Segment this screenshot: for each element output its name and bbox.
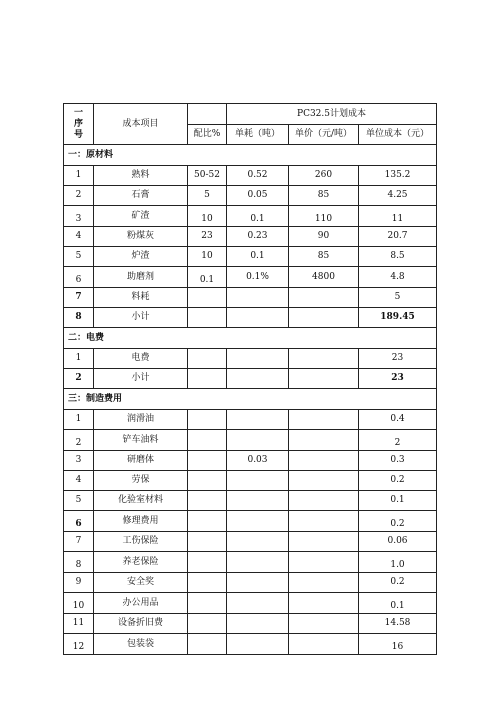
row-price (289, 349, 359, 369)
section-title: 一：原材料 (64, 145, 437, 166)
row-ratio (188, 451, 227, 471)
row-ratio (188, 614, 227, 634)
row-ratio (188, 349, 227, 369)
row-cost: 1.0 (359, 552, 437, 573)
row-consumption: 0.1 (227, 247, 289, 267)
row-consumption: 0.03 (227, 451, 289, 471)
row-price (289, 532, 359, 552)
row-number: 1 (64, 410, 94, 430)
row-item: 研磨体 (94, 451, 188, 471)
row-item: 料耗 (94, 288, 188, 308)
row-ratio: 50-52 (188, 166, 227, 186)
row-consumption (227, 593, 289, 614)
row-price (289, 369, 359, 389)
row-number: 2 (64, 186, 94, 206)
row-item: 矿渣 (94, 206, 188, 227)
row-number: 7 (64, 288, 94, 308)
row-price (289, 573, 359, 593)
row-ratio (188, 573, 227, 593)
section-header (64, 389, 437, 410)
row-number: 12 (64, 634, 94, 655)
row-number: 4 (64, 227, 94, 247)
header-consumption: 单耗（吨） (227, 125, 289, 145)
row-item: 小计 (94, 369, 188, 389)
row-item: 办公用品 (94, 593, 188, 614)
row-price (289, 634, 359, 655)
row-cost: 0.1 (359, 593, 437, 614)
row-number: 5 (64, 247, 94, 267)
row-cost: 20.7 (359, 227, 437, 247)
row-number: 1 (64, 166, 94, 186)
row-consumption (227, 471, 289, 491)
row-ratio (188, 369, 227, 389)
table-row (64, 552, 437, 573)
row-ratio: 0.1 (188, 267, 227, 288)
table-row (64, 227, 437, 247)
row-cost: 2 (359, 430, 437, 451)
row-cost: 0.1 (359, 491, 437, 511)
row-consumption (227, 369, 289, 389)
row-ratio (188, 410, 227, 430)
section-header (64, 145, 437, 166)
row-cost: 0.3 (359, 451, 437, 471)
row-number: 5 (64, 491, 94, 511)
table-row (64, 634, 437, 655)
row-ratio: 10 (188, 247, 227, 267)
row-ratio (188, 308, 227, 328)
row-cost: 23 (359, 369, 437, 389)
header-item: 成本项目 (94, 104, 188, 145)
row-consumption (227, 552, 289, 573)
row-consumption: 0.05 (227, 186, 289, 206)
row-ratio (188, 552, 227, 573)
row-price (289, 614, 359, 634)
row-item: 养老保险 (94, 552, 188, 573)
row-number: 10 (64, 593, 94, 614)
table-row (64, 369, 437, 389)
row-price: 4800 (289, 267, 359, 288)
row-number: 11 (64, 614, 94, 634)
row-item: 助磨剂 (94, 267, 188, 288)
row-cost: 0.2 (359, 471, 437, 491)
table-row (64, 573, 437, 593)
row-consumption: 0.1 (227, 206, 289, 227)
row-number: 8 (64, 308, 94, 328)
row-item: 小计 (94, 308, 188, 328)
section-title: 二：电费 (64, 328, 437, 349)
table-row (64, 410, 437, 430)
row-cost: 0.4 (359, 410, 437, 430)
row-cost: 189.45 (359, 308, 437, 328)
table-row (64, 247, 437, 267)
section-title: 三：制造费用 (64, 389, 437, 410)
row-price: 90 (289, 227, 359, 247)
row-price (289, 552, 359, 573)
table-row (64, 471, 437, 491)
header-blank (188, 104, 227, 125)
cost-table (63, 103, 437, 655)
row-cost: 0.2 (359, 511, 437, 532)
header-ratio: 配比% (188, 125, 227, 145)
row-cost: 8.5 (359, 247, 437, 267)
row-item: 润滑油 (94, 410, 188, 430)
table-row (64, 288, 437, 308)
row-price: 110 (289, 206, 359, 227)
row-consumption (227, 349, 289, 369)
table-row (64, 451, 437, 471)
row-price (289, 491, 359, 511)
row-item: 安全奖 (94, 573, 188, 593)
table-row (64, 532, 437, 552)
header-group: PC32.5计划成本 (227, 104, 437, 125)
row-cost: 135.2 (359, 166, 437, 186)
row-number: 3 (64, 451, 94, 471)
row-price (289, 430, 359, 451)
row-consumption (227, 614, 289, 634)
row-consumption (227, 288, 289, 308)
table-row (64, 349, 437, 369)
section-header (64, 328, 437, 349)
row-cost: 4.25 (359, 186, 437, 206)
row-ratio: 10 (188, 206, 227, 227)
row-cost: 16 (359, 634, 437, 655)
row-consumption (227, 532, 289, 552)
row-item: 工伤保险 (94, 532, 188, 552)
table-row (64, 593, 437, 614)
row-item: 铲车油料 (94, 430, 188, 451)
table-row (64, 206, 437, 227)
row-number: 9 (64, 573, 94, 593)
row-ratio (188, 593, 227, 614)
row-ratio: 23 (188, 227, 227, 247)
table-row (64, 166, 437, 186)
row-cost: 5 (359, 288, 437, 308)
row-price (289, 308, 359, 328)
table-row (64, 614, 437, 634)
row-number: 6 (64, 511, 94, 532)
header-row-1 (64, 104, 437, 125)
row-consumption (227, 511, 289, 532)
row-price (289, 471, 359, 491)
row-ratio (188, 288, 227, 308)
row-price: 260 (289, 166, 359, 186)
row-ratio (188, 491, 227, 511)
row-item: 修理费用 (94, 511, 188, 532)
row-item: 石膏 (94, 186, 188, 206)
row-consumption (227, 573, 289, 593)
row-item: 粉煤灰 (94, 227, 188, 247)
row-item: 电费 (94, 349, 188, 369)
row-cost: 14.58 (359, 614, 437, 634)
row-ratio (188, 430, 227, 451)
row-number: 8 (64, 552, 94, 573)
row-cost: 11 (359, 206, 437, 227)
row-cost: 23 (359, 349, 437, 369)
table-row (64, 430, 437, 451)
row-cost: 0.06 (359, 532, 437, 552)
row-consumption (227, 634, 289, 655)
row-item: 设备折旧费 (94, 614, 188, 634)
row-price (289, 288, 359, 308)
row-number: 3 (64, 206, 94, 227)
row-item: 熟料 (94, 166, 188, 186)
row-consumption (227, 430, 289, 451)
table-row (64, 267, 437, 288)
row-consumption: 0.23 (227, 227, 289, 247)
row-price (289, 410, 359, 430)
row-item: 劳保 (94, 471, 188, 491)
row-number: 4 (64, 471, 94, 491)
row-number: 2 (64, 430, 94, 451)
row-price (289, 511, 359, 532)
table-row (64, 491, 437, 511)
row-number: 1 (64, 349, 94, 369)
header-price: 单价（元/吨） (289, 125, 359, 145)
row-number: 2 (64, 369, 94, 389)
row-price: 85 (289, 186, 359, 206)
row-price: 85 (289, 247, 359, 267)
row-ratio (188, 532, 227, 552)
row-price (289, 451, 359, 471)
table-row (64, 511, 437, 532)
row-consumption: 0.52 (227, 166, 289, 186)
table-row (64, 308, 437, 328)
row-consumption (227, 410, 289, 430)
row-consumption (227, 491, 289, 511)
row-ratio (188, 511, 227, 532)
row-ratio (188, 634, 227, 655)
row-number: 7 (64, 532, 94, 552)
row-consumption (227, 308, 289, 328)
row-cost: 0.2 (359, 573, 437, 593)
row-item: 包装袋 (94, 634, 188, 655)
row-ratio: 5 (188, 186, 227, 206)
header-unit-cost: 单位成本（元） (359, 125, 437, 145)
row-cost: 4.8 (359, 267, 437, 288)
row-price (289, 593, 359, 614)
row-ratio (188, 471, 227, 491)
header-seq: 一 序 号 (64, 104, 94, 145)
row-number: 6 (64, 267, 94, 288)
row-consumption: 0.1% (227, 267, 289, 288)
table-row (64, 186, 437, 206)
row-item: 炉渣 (94, 247, 188, 267)
row-item: 化验室材料 (94, 491, 188, 511)
